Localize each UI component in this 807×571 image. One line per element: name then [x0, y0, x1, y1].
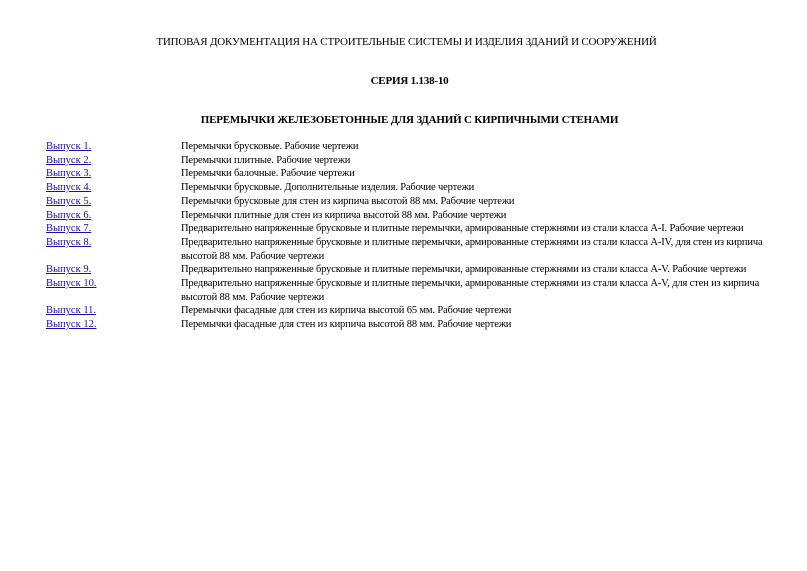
- issue-description-9: Предварительно напряженные брусковые и плитные перемычки, армированные стержнями из стали класса А-V. Рабочие чертежи: [181, 264, 747, 276]
- issue-link-1[interactable]: Выпуск 1.: [46, 141, 92, 152]
- list-item: [46, 236, 766, 263]
- issue-link-2[interactable]: Выпуск 2.: [46, 154, 92, 166]
- issue-link-11[interactable]: Выпуск 11.: [46, 305, 97, 317]
- issue-description-7: Предварительно напряженные брусковые и плитные перемычки, армированные стержнями из стали класса А-I. Рабочие чертежи: [181, 223, 744, 235]
- issue-description-2: Перемычки плитные. Рабочие чертежи: [181, 154, 351, 166]
- issue-description-4: Перемычки брусковые. Дополнительные изделия. Рабочие чертежи: [181, 182, 475, 194]
- issue-description-5: Перемычки брусковые для стен из кирпича высотой 88 мм. Рабочие чертежи: [181, 195, 515, 207]
- list-item: [46, 277, 766, 304]
- list-item: [46, 209, 766, 223]
- list-item: [46, 304, 766, 318]
- list-item: [46, 195, 766, 209]
- issue-link-6[interactable]: Выпуск 6.: [46, 209, 92, 221]
- list-item: [46, 263, 766, 277]
- list-item: [46, 167, 766, 181]
- list-item: [46, 222, 766, 236]
- issue-description-6: Перемычки плитные для стен из кирпича высотой 88 мм. Рабочие чертежи: [181, 209, 507, 221]
- list-item: [46, 140, 766, 154]
- issue-description-12: Перемычки фасадные для стен из кирпича высотой 88 мм. Рабочие чертежи: [181, 319, 512, 331]
- document-title: ТИПОВАЯ ДОКУМЕНТАЦИЯ НА СТРОИТЕЛЬНЫЕ СИСТЕМЫ И ИЗДЕЛИЯ ЗДАНИЙ И СООРУЖЕНИЙ: [156, 36, 657, 48]
- issue-link-10[interactable]: Выпуск 10.: [46, 278, 97, 290]
- issue-link-12[interactable]: Выпуск 12.: [46, 319, 97, 331]
- issue-description-3: Перемычки балочные. Рабочие чертежи: [181, 168, 355, 180]
- issue-description-10: Предварительно напряженные брусковые и плитные перемычки, армированные стержнями из стали класса А-V, для стен из кирпича высотой 88 мм. Рабочие чертежи: [181, 278, 760, 303]
- list-item: [46, 318, 766, 332]
- issues-list: [46, 140, 766, 332]
- issue-link-5[interactable]: Выпуск 5.: [46, 195, 92, 207]
- issue-link-7[interactable]: Выпуск 7.: [46, 223, 92, 235]
- issue-link-9[interactable]: Выпуск 9.: [46, 264, 92, 276]
- list-item: [46, 154, 766, 168]
- document-subtitle: ПЕРЕМЫЧКИ ЖЕЛЕЗОБЕТОННЫЕ ДЛЯ ЗДАНИЙ С КИРПИЧНЫМИ СТЕНАМИ: [200, 114, 619, 126]
- issue-link-4[interactable]: Выпуск 4.: [46, 182, 92, 194]
- series-heading: СЕРИЯ 1.138-10: [370, 75, 449, 87]
- list-item: [46, 181, 766, 195]
- issue-description-8: Предварительно напряженные брусковые и плитные перемычки, армированные стержнями из стали класса А-IV, для стен из кирпича высотой 88 мм. Рабочие чертежи: [181, 236, 763, 262]
- issue-link-8[interactable]: Выпуск 8.: [46, 236, 92, 248]
- issue-description-11: Перемычки фасадные для стен из кирпича высотой 65 мм. Рабочие чертежи: [181, 305, 512, 317]
- issue-description-1: Перемычки брусковые. Рабочие чертежи: [181, 141, 359, 152]
- issue-link-3[interactable]: Выпуск 3.: [46, 168, 92, 180]
